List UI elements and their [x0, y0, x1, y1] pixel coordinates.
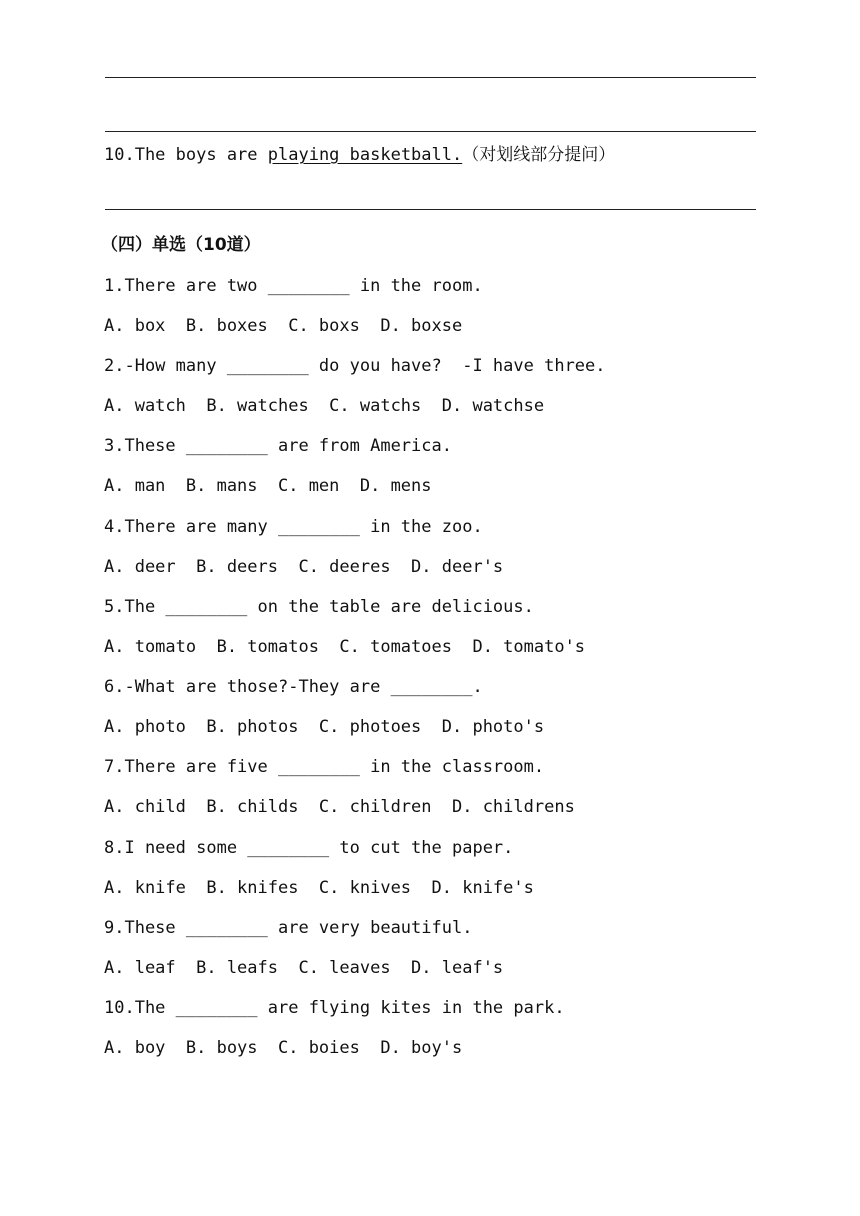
- question-stem: 3.These ________ are from America.: [104, 436, 452, 456]
- question-stem: 1.There are two ________ in the room.: [104, 276, 483, 296]
- question-instruction: （对划线部分提问）: [462, 145, 616, 165]
- answer-line: [105, 77, 756, 78]
- question-stem: 8.I need some ________ to cut the paper.: [104, 838, 514, 858]
- question-stem: 9.These ________ are very beautiful.: [104, 918, 473, 938]
- question-stem: 6.-What are those?-They are ________.: [104, 677, 483, 697]
- question-stem: 5.The ________ on the table are delicious.: [104, 597, 534, 617]
- section-heading: （四）单选（10道）: [101, 235, 261, 255]
- question-options: A. box B. boxes C. boxs D. boxse: [104, 316, 463, 336]
- question-options: A. boy B. boys C. boies D. boy's: [104, 1038, 463, 1058]
- question-options: A. watch B. watches C. watchs D. watchse: [104, 396, 545, 416]
- question-stem: 4.There are many ________ in the zoo.: [104, 517, 483, 537]
- question-prefix: 10.The boys are: [104, 145, 268, 165]
- question-options: A. child B. childs C. children D. childrens: [104, 797, 575, 817]
- question-stem: 7.There are five ________ in the classroom.: [104, 757, 545, 777]
- question-options: A. tomato B. tomatos C. tomatoes D. tomato's: [104, 637, 586, 657]
- question-stem: 10.The ________ are flying kites in the park.: [104, 998, 565, 1018]
- question-options: A. knife B. knifes C. knives D. knife's: [104, 878, 534, 898]
- transform-question-10: [104, 144, 615, 166]
- question-options: A. deer B. deers C. deeres D. deer's: [104, 557, 504, 577]
- answer-line: [105, 131, 756, 132]
- question-options: A. leaf B. leafs C. leaves D. leaf's: [104, 958, 504, 978]
- answer-line: [105, 209, 756, 210]
- question-stem: 2.-How many ________ do you have? -I have three.: [104, 356, 606, 376]
- question-options: A. photo B. photos C. photoes D. photo's: [104, 717, 545, 737]
- underlined-phrase: playing basketball.: [267, 145, 463, 165]
- question-options: A. man B. mans C. men D. mens: [104, 476, 432, 496]
